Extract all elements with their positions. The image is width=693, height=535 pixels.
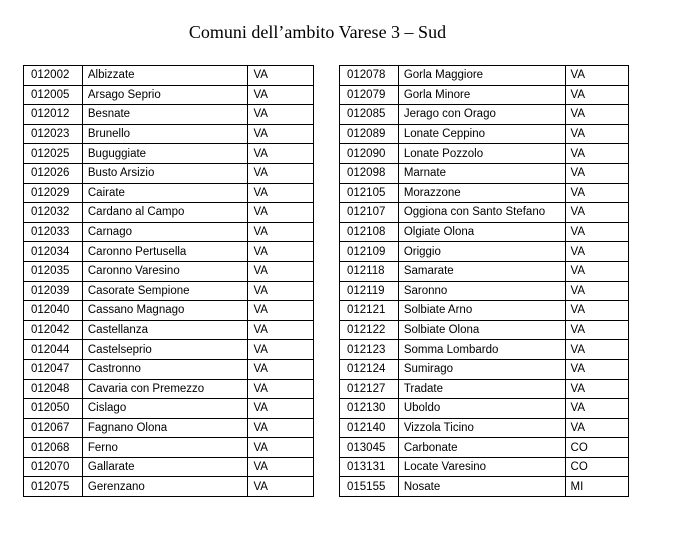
table-row [340,144,629,164]
province-cell: VA [565,418,628,438]
table-row [340,163,629,183]
comune-name-cell: Cardano al Campo [82,203,248,223]
province-cell: CO [565,457,628,477]
comune-code-cell: 012039 [24,281,83,301]
comune-name-cell: Sumirago [398,359,565,379]
comune-name-cell: Gerenzano [82,477,248,497]
comune-code-cell: 012123 [340,340,399,360]
comune-name-cell: Castellanza [82,320,248,340]
comune-code-cell: 012026 [24,163,83,183]
province-cell: VA [248,281,314,301]
comune-code-cell: 012109 [340,242,399,262]
table-row [24,242,314,262]
table-row [340,124,629,144]
table-row [340,477,629,497]
province-cell: VA [565,105,628,125]
comune-name-cell: Samarate [398,261,565,281]
comune-code-cell: 012067 [24,418,83,438]
province-cell: VA [248,66,314,86]
province-cell: VA [248,477,314,497]
province-cell: VA [248,379,314,399]
comune-name-cell: Cislago [82,399,248,419]
comune-code-cell: 012033 [24,222,83,242]
table-row [340,203,629,223]
comune-name-cell: Solbiate Arno [398,301,565,321]
comune-name-cell: Gorla Minore [398,85,565,105]
table-row [340,66,629,86]
province-cell: VA [565,261,628,281]
table-row [24,301,314,321]
comune-code-cell: 012040 [24,301,83,321]
province-cell: VA [565,359,628,379]
comune-code-cell: 012122 [340,320,399,340]
province-cell: VA [248,301,314,321]
province-cell: VA [248,144,314,164]
comune-code-cell: 012035 [24,261,83,281]
table-row [340,183,629,203]
comune-name-cell: Jerago con Orago [398,105,565,125]
comuni-table-right [339,65,629,497]
comune-name-cell: Besnate [82,105,248,125]
table-row [24,163,314,183]
comune-name-cell: Gallarate [82,457,248,477]
comune-name-cell: Fagnano Olona [82,418,248,438]
province-cell: VA [248,242,314,262]
table-row [340,242,629,262]
comune-name-cell: Somma Lombardo [398,340,565,360]
comune-name-cell: Brunello [82,124,248,144]
table-row [24,281,314,301]
comune-code-cell: 013131 [340,457,399,477]
comune-code-cell: 012002 [24,66,83,86]
comune-name-cell: Solbiate Olona [398,320,565,340]
province-cell: VA [565,379,628,399]
province-cell: VA [565,301,628,321]
table-row [340,222,629,242]
comune-name-cell: Ferno [82,438,248,458]
comune-name-cell: Gorla Maggiore [398,66,565,86]
table-row [24,379,314,399]
province-cell: VA [565,183,628,203]
comune-name-cell: Cairate [82,183,248,203]
table-row [340,105,629,125]
comune-code-cell: 012075 [24,477,83,497]
comune-name-cell: Caronno Pertusella [82,242,248,262]
comune-code-cell: 012078 [340,66,399,86]
comune-code-cell: 015155 [340,477,399,497]
province-cell: VA [248,340,314,360]
table-row [24,144,314,164]
table-row [24,477,314,497]
comune-code-cell: 012090 [340,144,399,164]
comune-code-cell: 012070 [24,457,83,477]
comune-name-cell: Vizzola Ticino [398,418,565,438]
comune-code-cell: 012034 [24,242,83,262]
comune-code-cell: 012032 [24,203,83,223]
comune-code-cell: 012068 [24,438,83,458]
comune-name-cell: Albizzate [82,66,248,86]
comune-name-cell: Carnago [82,222,248,242]
comune-code-cell: 012107 [340,203,399,223]
province-cell: VA [248,124,314,144]
province-cell: VA [565,242,628,262]
comune-code-cell: 012044 [24,340,83,360]
province-cell: VA [565,399,628,419]
table-row [24,222,314,242]
table-row [340,359,629,379]
table-row [340,320,629,340]
comune-name-cell: Lonate Ceppino [398,124,565,144]
comune-code-cell: 012023 [24,124,83,144]
province-cell: VA [248,457,314,477]
province-cell: VA [248,438,314,458]
comune-name-cell: Lonate Pozzolo [398,144,565,164]
province-cell: VA [565,124,628,144]
comune-code-cell: 012042 [24,320,83,340]
comune-code-cell: 012012 [24,105,83,125]
province-cell: VA [565,203,628,223]
comune-name-cell: Morazzone [398,183,565,203]
comune-name-cell: Nosate [398,477,565,497]
comune-code-cell: 012025 [24,144,83,164]
comune-code-cell: 012124 [340,359,399,379]
comune-code-cell: 012079 [340,85,399,105]
comune-name-cell: Cassano Magnago [82,301,248,321]
province-cell: VA [565,163,628,183]
comune-code-cell: 012105 [340,183,399,203]
province-cell: VA [248,203,314,223]
comune-name-cell: Origgio [398,242,565,262]
comune-code-cell: 012089 [340,124,399,144]
comuni-table-left [23,65,314,497]
table-row [340,379,629,399]
comune-code-cell: 012085 [340,105,399,125]
table-row [340,399,629,419]
table-row [340,85,629,105]
table-row [340,301,629,321]
comune-name-cell: Castelseprio [82,340,248,360]
province-cell: VA [248,222,314,242]
province-cell: VA [248,320,314,340]
comune-name-cell: Arsago Seprio [82,85,248,105]
comune-code-cell: 012130 [340,399,399,419]
comune-name-cell: Uboldo [398,399,565,419]
province-cell: MI [565,477,628,497]
province-cell: VA [565,281,628,301]
province-cell: VA [565,144,628,164]
table-row [340,418,629,438]
province-cell: CO [565,438,628,458]
table-row [24,438,314,458]
table-row [24,418,314,438]
comune-name-cell: Saronno [398,281,565,301]
comune-name-cell: Locate Varesino [398,457,565,477]
table-row [24,340,314,360]
comune-code-cell: 012047 [24,359,83,379]
comune-code-cell: 012050 [24,399,83,419]
comune-name-cell: Carbonate [398,438,565,458]
table-row [24,320,314,340]
province-cell: VA [565,340,628,360]
comune-name-cell: Casorate Sempione [82,281,248,301]
comune-name-cell: Oggiona con Santo Stefano [398,203,565,223]
table-row [24,399,314,419]
province-cell: VA [565,320,628,340]
comune-name-cell: Cavaria con Premezzo [82,379,248,399]
province-cell: VA [248,105,314,125]
province-cell: VA [565,222,628,242]
comune-name-cell: Olgiate Olona [398,222,565,242]
table-row [24,105,314,125]
comune-code-cell: 012029 [24,183,83,203]
province-cell: VA [565,85,628,105]
comune-code-cell: 012118 [340,261,399,281]
comune-name-cell: Castronno [82,359,248,379]
table-row [340,261,629,281]
province-cell: VA [248,261,314,281]
table-row [24,124,314,144]
comune-name-cell: Marnate [398,163,565,183]
table-row [340,281,629,301]
table-row [24,359,314,379]
table-row [24,183,314,203]
province-cell: VA [565,66,628,86]
comune-name-cell: Busto Arsizio [82,163,248,183]
comune-code-cell: 012121 [340,301,399,321]
province-cell: VA [248,85,314,105]
comune-name-cell: Buguggiate [82,144,248,164]
comune-code-cell: 013045 [340,438,399,458]
province-cell: VA [248,418,314,438]
comune-code-cell: 012119 [340,281,399,301]
province-cell: VA [248,399,314,419]
comune-code-cell: 012127 [340,379,399,399]
comune-name-cell: Caronno Varesino [82,261,248,281]
province-cell: VA [248,359,314,379]
table-row [24,457,314,477]
province-cell: VA [248,163,314,183]
province-cell: VA [248,183,314,203]
table-row [24,85,314,105]
comune-code-cell: 012140 [340,418,399,438]
comune-code-cell: 012005 [24,85,83,105]
table-row [340,457,629,477]
comune-code-cell: 012098 [340,163,399,183]
document-title: Comuni dell’ambito Varese 3 – Sud [188,22,447,42]
table-row [340,438,629,458]
table-row [24,66,314,86]
table-row [340,340,629,360]
comune-code-cell: 012108 [340,222,399,242]
comune-code-cell: 012048 [24,379,83,399]
table-row [24,203,314,223]
table-row [24,261,314,281]
comune-name-cell: Tradate [398,379,565,399]
